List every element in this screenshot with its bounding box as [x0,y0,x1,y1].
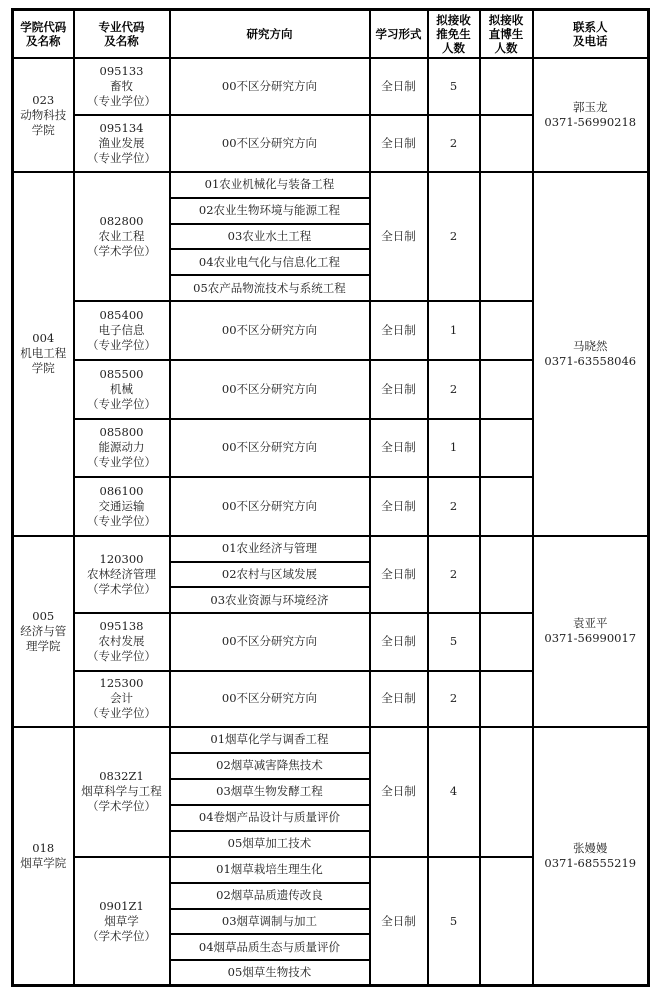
header-direct-phd: 拟接收 直博生 人数 [480,10,533,59]
major-code: 085500 [99,366,144,381]
contact-name: 张嫚嫚 [573,841,608,856]
degree-type: （学术学位） [87,928,156,943]
study-mode: 全日制 [370,671,428,727]
research-direction: 04卷烟产品设计与质量评价 [170,805,370,831]
contact-name: 马晓然 [573,338,608,353]
recommended-count: 4 [428,727,480,857]
study-mode: 全日制 [370,536,428,613]
recommended-count: 5 [428,857,480,986]
contact-phone: 0371-68555219 [544,856,637,871]
research-direction: 00不区分研究方向 [170,613,370,671]
major-code: 085800 [99,425,144,440]
college-code: 023 [32,92,55,107]
degree-type: （学术学位） [87,799,156,814]
major-name: 农业工程 [98,228,145,243]
major-code: 086100 [99,483,144,498]
study-mode: 全日制 [370,857,428,986]
degree-type: （专业学位） [87,337,156,352]
recommended-count: 2 [428,671,480,727]
major-code: 120300 [99,551,144,566]
header-major: 专业代码 及名称 [74,10,170,59]
major-name: 畜牧 [110,79,133,93]
recommended-count: 2 [428,536,480,613]
college-cell: 005 经济与管 理学院 [13,536,74,727]
contact-name: 袁亚平 [573,616,608,631]
contact-cell [533,727,649,986]
major-cell [74,58,170,115]
study-mode: 全日制 [370,477,428,536]
study-mode: 全日制 [370,172,428,301]
research-direction: 00不区分研究方向 [170,477,370,536]
college-code: 018 [32,841,55,856]
college-code: 004 [32,331,55,346]
major-code: 125300 [99,676,144,691]
research-direction: 03农业水土工程 [170,224,370,250]
college-cell: 004 机电工程 学院 [13,172,74,536]
major-cell [74,857,170,986]
degree-type: （专业学位） [87,649,156,664]
research-direction: 00不区分研究方向 [170,671,370,727]
major-code: 0901Z1 [99,898,144,913]
direct-phd-count [480,115,533,172]
contact-phone: 0371-56990017 [544,631,637,646]
research-direction: 05烟草加工技术 [170,831,370,857]
contact-cell [533,536,649,727]
major-code: 095133 [99,64,144,78]
study-mode: 全日制 [370,613,428,671]
direct-phd-count [480,419,533,477]
contact-name: 郭玉龙 [573,100,608,114]
degree-type: （专业学位） [87,396,156,411]
header-recommended: 拟接收 推免生 人数 [428,10,480,59]
major-name: 机械 [110,381,133,396]
major-code: 095134 [99,121,144,135]
table-row [13,58,649,115]
major-cell [74,301,170,360]
header-direction: 研究方向 [170,10,370,59]
major-cell [74,671,170,727]
recommended-count: 1 [428,419,480,477]
major-name: 电子信息 [98,322,145,337]
major-cell [74,419,170,477]
direct-phd-count [480,172,533,301]
research-direction: 03农业资源与环境经济 [170,587,370,613]
research-direction: 00不区分研究方向 [170,301,370,360]
header-row [13,10,649,59]
major-name: 烟草学 [104,913,139,928]
study-mode: 全日制 [370,727,428,857]
major-cell [74,536,170,613]
header-mode: 学习形式 [370,10,428,59]
direct-phd-count [480,613,533,671]
study-mode: 全日制 [370,360,428,419]
recommended-count: 5 [428,58,480,115]
research-direction: 02烟草减害降焦技术 [170,753,370,779]
table-row [13,727,649,753]
research-direction: 01农业机械化与装备工程 [170,172,370,198]
major-name: 农林经济管理 [87,566,156,581]
degree-type: （专业学位） [87,455,156,470]
table-row [13,172,649,198]
major-cell [74,115,170,172]
major-name: 能源动力 [98,440,145,455]
major-code: 095138 [99,619,144,634]
direct-phd-count [480,857,533,986]
research-direction: 05烟草生物技术 [170,960,370,986]
college-cell: 018 烟草学院 [13,727,74,986]
recommended-count: 2 [428,477,480,536]
direct-phd-count [480,301,533,360]
contact-phone: 0371-56990218 [544,115,637,129]
direct-phd-count [480,536,533,613]
major-cell [74,727,170,857]
major-cell [74,613,170,671]
header-contact: 联系人 及电话 [533,10,649,59]
research-direction: 03烟草调制与加工 [170,909,370,935]
college-code: 005 [32,608,55,623]
research-direction: 01农业经济与管理 [170,536,370,562]
study-mode: 全日制 [370,419,428,477]
contact-cell [533,172,649,536]
research-direction: 04农业电气化与信息化工程 [170,249,370,275]
recommended-count: 1 [428,301,480,360]
degree-type: （专业学位） [87,151,156,165]
major-code: 085400 [99,307,144,322]
degree-type: （专业学位） [87,94,156,108]
direct-phd-count [480,727,533,857]
degree-type: （专业学位） [87,513,156,528]
research-direction: 01烟草栽培生理生化 [170,857,370,883]
major-name: 会计 [110,691,133,706]
major-name: 烟草科学与工程 [81,784,162,799]
research-direction: 00不区分研究方向 [170,419,370,477]
research-direction: 00不区分研究方向 [170,58,370,115]
table-body [13,58,649,986]
study-mode: 全日制 [370,58,428,115]
research-direction: 04烟草品质生态与质量评价 [170,934,370,960]
major-code: 082800 [99,213,144,228]
study-mode: 全日制 [370,115,428,172]
contact-phone: 0371-63558046 [544,353,637,368]
degree-type: （学术学位） [87,581,156,596]
research-direction: 03烟草生物发酵工程 [170,779,370,805]
research-direction: 05农产品物流技术与系统工程 [170,275,370,301]
major-name: 渔业发展 [98,136,145,150]
degree-type: （学术学位） [87,243,156,258]
direct-phd-count [480,477,533,536]
study-mode: 全日制 [370,301,428,360]
major-cell [74,360,170,419]
college-cell: 023 动物科技 学院 [13,58,74,172]
research-direction: 02烟草品质遗传改良 [170,883,370,909]
contact-cell [533,58,649,172]
direct-phd-count [480,671,533,727]
recommended-count: 5 [428,613,480,671]
recommended-count: 2 [428,360,480,419]
recommended-count: 2 [428,172,480,301]
major-name: 农村发展 [98,634,145,649]
major-code: 0832Z1 [99,769,144,784]
table-row [13,536,649,562]
research-direction: 01烟草化学与调香工程 [170,727,370,753]
research-direction: 00不区分研究方向 [170,115,370,172]
major-cell [74,477,170,536]
major-cell [74,172,170,301]
research-direction: 00不区分研究方向 [170,360,370,419]
major-name: 交通运输 [98,498,145,513]
degree-type: （专业学位） [87,706,156,721]
admissions-table [11,8,650,987]
direct-phd-count [480,360,533,419]
recommended-count: 2 [428,115,480,172]
research-direction: 02农村与区域发展 [170,562,370,588]
header-college: 学院代码 及名称 [13,10,74,59]
direct-phd-count [480,58,533,115]
research-direction: 02农业生物环境与能源工程 [170,198,370,224]
